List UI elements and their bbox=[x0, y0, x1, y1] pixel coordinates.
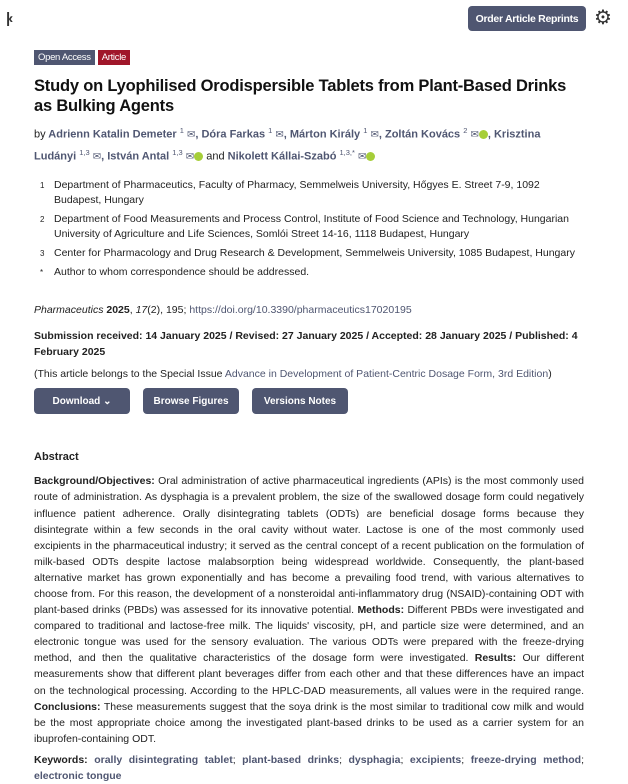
special-suffix: ) bbox=[548, 368, 552, 381]
citation: Pharmaceutics 2025, 17(2), 195; https://doi.org/10.3390/pharmaceutics17020195 bbox=[34, 304, 412, 317]
issue: (2) bbox=[147, 304, 161, 317]
top-bar bbox=[0, 6, 628, 32]
affiliation-number: 2 bbox=[40, 215, 45, 225]
author-name[interactable]: Nikolett Kállai-Szabó bbox=[227, 150, 337, 163]
author-name[interactable]: Adrienn Katalin Demeter bbox=[48, 128, 177, 141]
special-prefix: (This article belongs to the Special Issue bbox=[34, 368, 225, 381]
author-affiliation: 1,3 bbox=[172, 147, 183, 157]
affiliation-text: Department of Pharmaceutics, Faculty of Pharmacy, Semmelweis University, Hőgyes E. Street 7-9, 1092 Budapest, Hungary bbox=[54, 179, 540, 207]
email-icon[interactable]: ✉ bbox=[470, 129, 479, 141]
order-reprints-button[interactable]: Order Article Reprints bbox=[468, 6, 586, 31]
keyword-link[interactable]: freeze-drying method bbox=[470, 753, 582, 766]
keyword-link[interactable]: electronic tongue bbox=[34, 769, 122, 782]
and-label: and bbox=[206, 150, 225, 163]
author-list: by Adrienn Katalin Demeter $^1$ ✉, Dóra Farkas $^1$ ✉, Márton Király $^1$ ✉, Zoltán Kovács $^2$ ✉ , Krisztina Ludányi $^{1,3}$ ✉, István Antal $^{1,3}$ ✉ and Nikolett Kállai-Szabó $^{1,3,*}$ ✉ bbox=[34, 126, 541, 163]
keywords: Keywords: orally disintegrating tablet; plant-based drinks; dysphagia; excipients; freeze-drying method; electronic tongue bbox=[34, 753, 584, 782]
affiliation-item bbox=[34, 212, 584, 242]
author-affiliation: 1 bbox=[179, 126, 184, 135]
orcid-icon[interactable] bbox=[366, 152, 375, 161]
doi-link[interactable]: https://doi.org/10.3390/pharmaceutics17020195 bbox=[189, 304, 412, 317]
email-icon[interactable]: ✉ bbox=[92, 151, 102, 163]
keywords-label: Keywords: bbox=[34, 753, 88, 766]
affiliation-number: 1 bbox=[40, 181, 45, 191]
email-icon[interactable]: ✉ bbox=[370, 129, 379, 141]
author-affiliation: 2 bbox=[463, 126, 468, 135]
orcid-icon[interactable] bbox=[479, 130, 488, 139]
label-methods: Methods: bbox=[357, 604, 405, 617]
affiliation-number: 3 bbox=[40, 249, 45, 259]
by-label: by bbox=[34, 128, 46, 141]
abstract-heading: Abstract bbox=[34, 451, 79, 464]
text-conclusions: These measurements suggest that the soya drink is the most similar to traditional cow milk and would be the most appropriate choice among the investigated plant-based drinks to be used as a carrier system for an ibuprofen-containing ODT. bbox=[34, 700, 584, 745]
email-icon[interactable]: ✉ bbox=[275, 129, 284, 141]
author-name[interactable]: Zoltán Kovács bbox=[384, 128, 461, 141]
keyword-link[interactable]: plant-based drinks bbox=[242, 753, 340, 766]
author-affiliation: 1,3,* bbox=[339, 147, 355, 157]
article-number: , 195; bbox=[160, 304, 190, 317]
label-background: Background/Objectives: bbox=[34, 475, 155, 488]
article-title: Study on Lyophilised Orodispersible Tablets from Plant-Based Drinks as Bulking Agents bbox=[34, 77, 567, 115]
author-name[interactable]: István Antal bbox=[107, 150, 170, 163]
affiliation-text: Author to whom correspondence should be addressed. bbox=[54, 266, 310, 279]
author-name[interactable]: Márton Király bbox=[289, 128, 361, 141]
label-conclusions: Conclusions: bbox=[34, 700, 101, 713]
email-icon[interactable]: ✉ bbox=[185, 151, 195, 163]
keyword-link[interactable]: orally disintegrating tablet bbox=[94, 753, 233, 766]
author-name[interactable]: Dóra Farkas bbox=[201, 128, 266, 141]
affiliation-text: Center for Pharmacology and Drug Research & Development, Semmelweis University, 1085 Budapest, Hungary bbox=[54, 247, 575, 260]
orcid-icon[interactable] bbox=[194, 152, 203, 161]
affiliation-text: Department of Food Measurements and Process Control, Institute of Food Science and Technology, Hungarian University of Agriculture and Life Sciences, Somlói Street 14-16, 1118 Budapest, Hungary bbox=[54, 213, 569, 241]
open-access-badge: Open Access bbox=[34, 50, 95, 65]
label-results: Results: bbox=[474, 652, 517, 665]
text-methods: Different PBDs were investigated and compared to traditional and lactose-free milk. The liquids' viscosity, pH, and particle size were determined, and an electronic tongue was used for the sensory evaluation. The various ODTs were prepared with the freeze-drying method, and then the qualitative characteristics of the dosage form were investigated. bbox=[34, 604, 584, 665]
collapse-left-icon[interactable]: |‹ bbox=[6, 10, 12, 27]
author-affiliation: 1 bbox=[363, 126, 368, 135]
text-background: Oral administration of active pharmaceutical ingredients (APIs) is the most commonly used route of administration. As dysphagia is a prevalent problem, the size of the swallowed dosage form could negatively influence patient adherence. Orally disintegrating tablets (ODTs) are beneficial dosage forms because they disintegrate within a few seconds in the oral cavity without water. Lactose is one of the most commonly used excipients in the pharmaceutical industry; it served as the central concept of a recent publication on the formulation of milk-based ODTs despite lactose malabsorption being widespread worldwide. Consequently, the plant-based alternative market has grown exponentially and has become a prevailing food trend, with various alternatives to choose from. For this reason, the development of a nonsteroidal anti-inflammatory drug (NSAID)-containing ODT with plant-based drinks (PBDs) was assessed for its innovative potential. bbox=[34, 475, 584, 617]
journal-name: Pharmaceutics bbox=[34, 304, 104, 317]
volume: 17 bbox=[135, 304, 148, 317]
author-affiliation: 1 bbox=[268, 126, 273, 135]
author-name[interactable]: Krisztina Ludányi bbox=[34, 128, 541, 163]
publication-dates: Submission received: 14 January 2025 / Revised: 27 January 2025 / Accepted: 28 January 2025 / Published: 4 February 2025 bbox=[34, 330, 578, 359]
special-issue-link[interactable]: Advance in Development of Patient-Centric Dosage Form, 3rd Edition bbox=[224, 368, 549, 381]
affiliation-item bbox=[34, 246, 584, 261]
special-issue bbox=[34, 368, 584, 380]
versions-notes-button[interactable]: Versions Notes bbox=[252, 388, 348, 414]
text-results: Our different measurements show that different plant beverages differ from each other and that these differences have an impact on the technological processing. According to the HPLC-DAD measurements, all values were in the required range. bbox=[34, 652, 584, 697]
affiliation-number: * bbox=[40, 268, 44, 278]
keyword-link[interactable]: excipients bbox=[409, 753, 462, 766]
keyword-link[interactable]: dysphagia bbox=[348, 753, 401, 766]
article-content bbox=[34, 50, 584, 784]
year: 2025 bbox=[106, 304, 130, 317]
affiliation-item bbox=[34, 265, 584, 280]
download-button[interactable] bbox=[34, 388, 130, 414]
gear-icon[interactable]: ⚙ bbox=[594, 7, 612, 29]
email-icon[interactable]: ✉ bbox=[186, 129, 196, 141]
author-affiliation: 1,3 bbox=[79, 147, 90, 157]
chevron-down-icon: ⌄ bbox=[103, 395, 112, 407]
article-type-badge: Article bbox=[98, 50, 130, 65]
abstract-text bbox=[34, 473, 584, 747]
download-label: Download bbox=[52, 395, 101, 407]
affiliations bbox=[34, 178, 584, 280]
email-icon[interactable]: ✉ bbox=[358, 151, 367, 163]
browse-figures-button[interactable]: Browse Figures bbox=[143, 388, 239, 414]
affiliation-item bbox=[34, 178, 584, 208]
